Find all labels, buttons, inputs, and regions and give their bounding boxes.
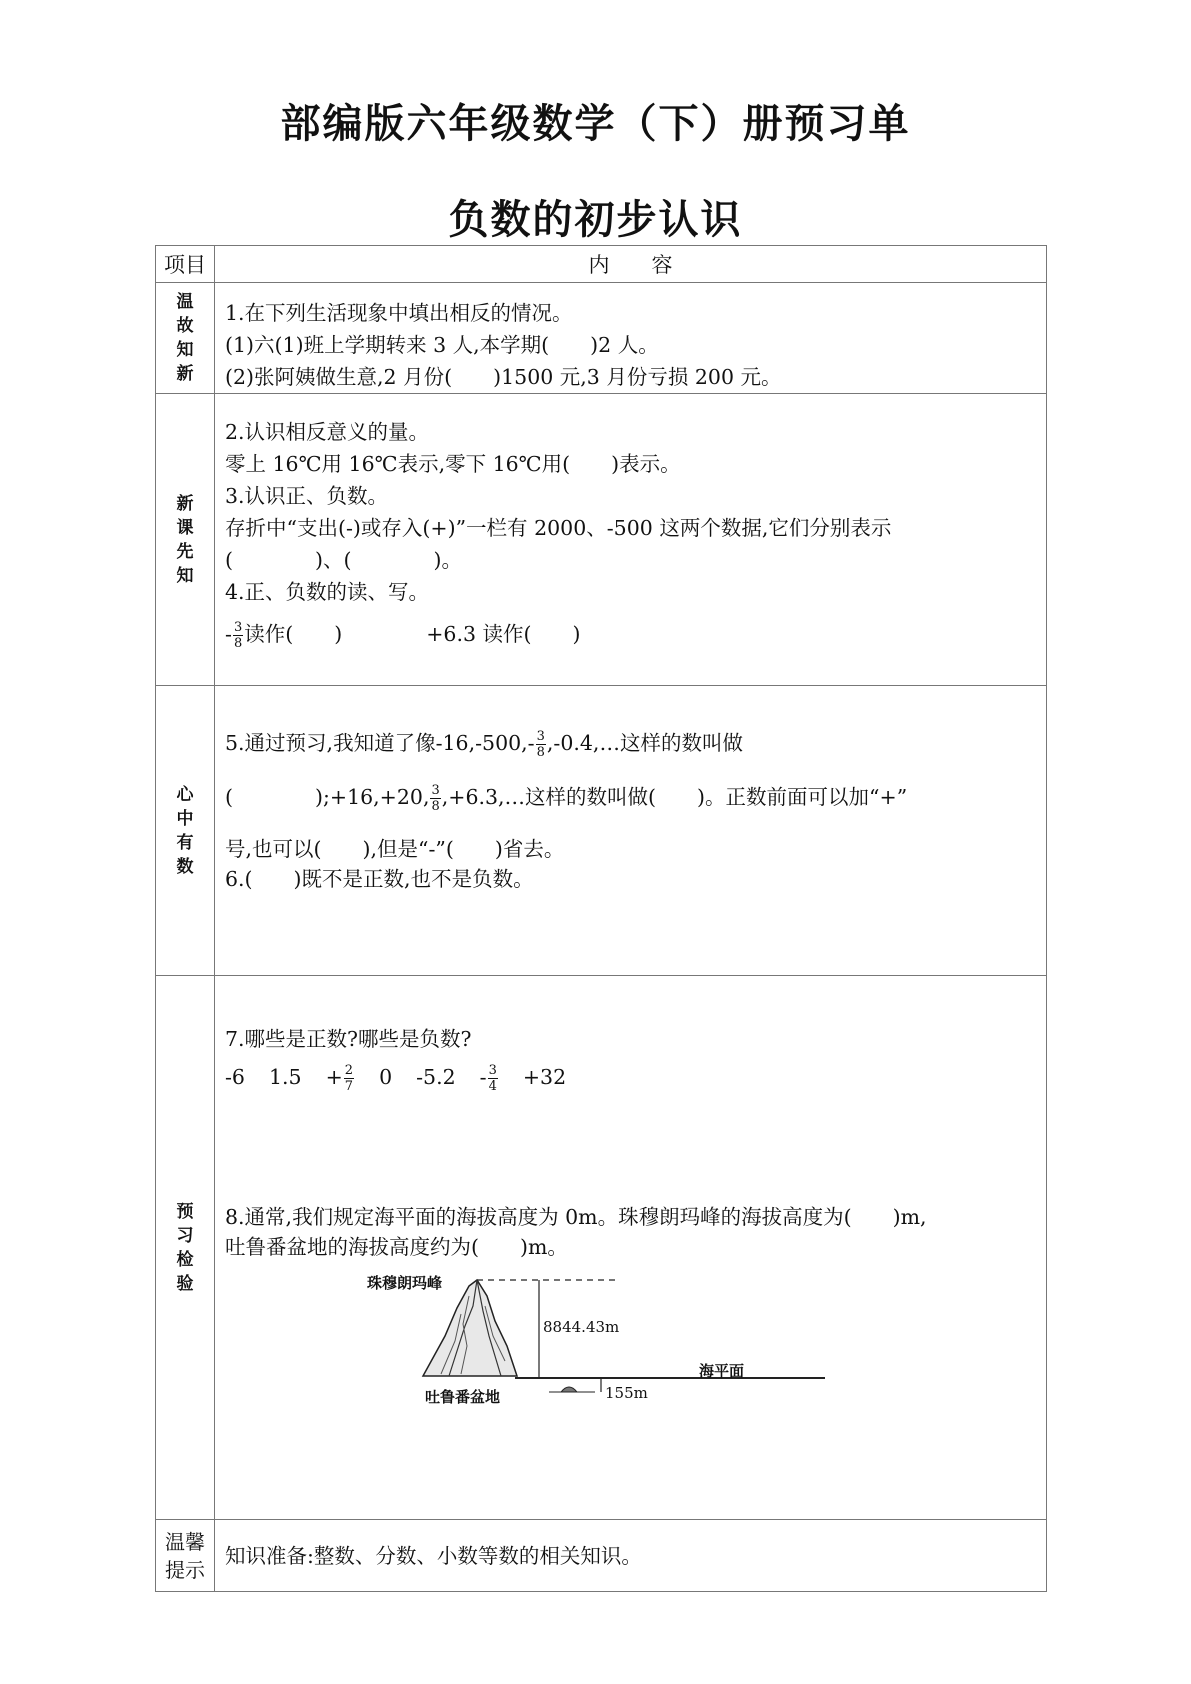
- q1-part1: (1)六(1)班上学期转来 3 人,本学期( )2 人。: [225, 333, 659, 357]
- basin-label: 吐鲁番盆地: [425, 1388, 501, 1406]
- section-tips: [215, 1520, 1047, 1592]
- q3-text: 存折中“支出(-)或存入(+)”一栏有 2000、-500 这两个数据,它们分别表示: [225, 516, 892, 540]
- main-title: 部编版六年级数学（下）册预习单: [280, 101, 911, 147]
- section-label-new-lesson: 新课先知: [156, 394, 215, 686]
- q5-line1: 5.通过预习,我知道了像-16,-500,- $\frac{3}{8}$ ,-0.4,…这样的数叫做: [225, 729, 743, 760]
- sub-title: 负数的初步认识: [448, 197, 743, 243]
- section-label-tips: 温馨提示: [156, 1520, 215, 1592]
- section-label-check-understanding: 心中有数: [156, 686, 215, 976]
- q3-title: 3.认识正、负数。: [225, 484, 389, 508]
- peak-label: 珠穆朗玛峰: [367, 1274, 443, 1292]
- q3-blanks: ( )、( )。: [225, 548, 462, 572]
- q5-line2: ( );+16,+20, $\frac{3}{8}$ ,+6.3,…这样的数叫做( )。正数前面可以加“+”: [225, 783, 908, 814]
- worksheet-table: [155, 245, 1047, 1592]
- q2-text: 零上 16℃用 16℃表示,零下 16℃用( )表示。: [225, 452, 681, 476]
- q1-part2: (2)张阿姨做生意,2 月份( )1500 元,3 月份亏损 200 元。: [225, 365, 782, 389]
- q7-numbers: -6 1.5 + $\frac{2}{7}$ 0 -5.2 - $\frac{3}{4}$ +32: [225, 1063, 567, 1094]
- section-preview-test: [215, 976, 1047, 1520]
- depth-label: 155m: [605, 1384, 648, 1402]
- q7-title: 7.哪些是正数?哪些是负数?: [225, 1027, 472, 1051]
- q8-line2: 吐鲁番盆地的海拔高度约为( )m。: [225, 1235, 568, 1259]
- fraction-3-8: $\frac{3}{8}$: [233, 620, 243, 651]
- q1-title: 1.在下列生活现象中填出相反的情况。: [225, 301, 573, 325]
- header-content: 内 容: [215, 246, 1047, 283]
- q8-line1: 8.通常,我们规定海平面的海拔高度为 0m。珠穆朗玛峰的海拔高度为( )m,: [225, 1205, 927, 1229]
- section-new-lesson: [215, 394, 1047, 686]
- q4-title: 4.正、负数的读、写。: [225, 580, 430, 604]
- section-label-preview-test: 预习检验: [156, 976, 215, 1520]
- q5-line3: 号,也可以( ),但是“-”( )省去。: [225, 837, 565, 861]
- sea-level-label: 海平面: [699, 1362, 745, 1380]
- section-label-review: 温故知新: [156, 283, 215, 394]
- q4-items: - $\frac{3}{8}$ 读作( ) +6.3 读作( ): [225, 620, 581, 651]
- height-label: 8844.43m: [543, 1318, 620, 1336]
- section-review: [215, 283, 1047, 394]
- section-check-understanding: [215, 686, 1047, 976]
- tips-text: 知识准备:整数、分数、小数等数的相关知识。: [225, 1543, 642, 1568]
- q2-title: 2.认识相反意义的量。: [225, 420, 430, 444]
- altitude-diagram: [365, 1266, 1105, 1426]
- header-item: 项目: [156, 246, 215, 283]
- q6: 6.( )既不是正数,也不是负数。: [225, 867, 534, 891]
